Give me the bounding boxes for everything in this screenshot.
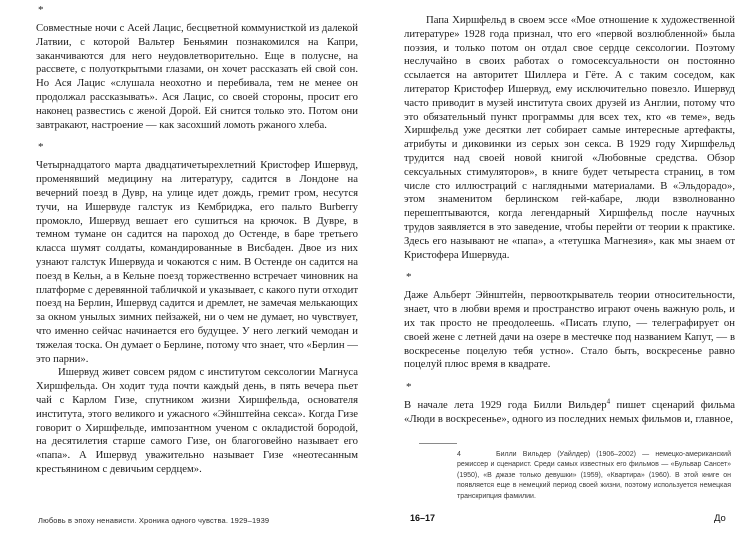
footer-section-label: До — [714, 513, 726, 524]
paragraph — [404, 399, 735, 427]
paragraph: Папа Хиршфельд в своем эссе «Мое отношение к художественной литературе» 1928 года признал, что его «первой возлюбленной» была поэзия, и только потом он отдал свое сердце сексологии. Поэтому неслучайно в своих работах о гомосексуальности он постоянно ссылается на авторитет Шиллера и Гёте. А с таким соседом, как литератор Кристофер Ишервуд, ему исключительно повезло. Ишервуд часто приводит в музей института своих друзей из Англии, потому что это обязательный пункт программы для всех тех, кто «в теме», ведь Хиршфельд уже десятки лет собирает самые интересные артефакты, атрибуты и диковинки из серых зон секса. В 1929 году Хиршфельд трудится над своей новой книгой «Любовные средства. Обзор сексуальных стимуляторов», в книге будет четыреста страниц, в том числе сто иллюстраций с наглядными материалами. В «Эльдорадо», этом знаменитом берлинском гей-кабаре, люди взволнованно перешептываются, когда легендарный Хиршфельд после научных трудов заявляется в это заведение, чтобы перейти от теории к практике. Здесь его называют не «папа», а «тетушка Магнезия», как мы знаем от Кристофера Ишервуда. — [404, 14, 735, 261]
paragraph: Ишервуд живет совсем рядом с институтом сексологии Магнуса Хиршфельда. Он ходит туда почти каждый день, в пять вечера пьет чай с Карлом Гизе, спутником жизни Хиршфельда, основателя института, этого великого и ужасного «Эйнштейна секса». Когда Гизе говорит о Хиршфельде, импозантном ученом с окладистой бородой, на десятилетия старше самого Гизе, он благоговейно называет его «папа». А Ишервуд уважительно называет Гизе «неотесанным крестьянином с девичьим сердцем». — [36, 366, 358, 475]
footnote-text-block — [457, 450, 731, 503]
footnote — [404, 443, 735, 503]
footnote-number: 4 — [457, 450, 461, 458]
paragraph: Четырнадцатого марта двадцатичетырехлетний Кристофер Ишервуд, променявший медицину на литературу, садится в Лондоне на вечерний поезд в Дувр, на улице идет дождь, гремит гром, несутся тучи, на Ишервуде галстук из Кембриджа, его пальто Burberry промокло, Ишервуд вешает его сушиться на крючок. В Дувре, в темном тумане он садится на пароход до Остенде, в баре третьего класса шумят солдаты, командированные в Висбаден. Двое из них узнают галстук Ишервуда и чокаются с ним. В Остенде он садится на поезд в Кельн, а в Кельне поезд торжественно встречает чиновник на платформе с деревянной табличкой и указывает, с какого пути отходит поезд на Берлин, Ишервуд садится и дремлет, не замечая мелькающих за окном унылых зимних пейзажей, ни о чем не думает, но чувствует, что именно сейчас начинается его будущее. У него легкий чемодан и тяжелая тоска. Он думает о Берлине, потому что знает, что «Берлин — это парни». — [36, 159, 358, 365]
section-separator: * — [38, 141, 44, 154]
paragraph-text: В начале лета 1929 года Билли Вильдер — [404, 399, 607, 412]
paragraph: Даже Альберт Эйнштейн, первооткрыватель теории относительности, знает, что в любви время и пространство играют очень важную роль, и их так просто не преодолеешь. «Писать глупо, — телеграфирует он своей жене с летней дачи на озере в местечке под названием Капут, — в воскресенье поцелую тебя устно». Стало быть, воскресенье равно поцелуй плюс время в квадрате. — [404, 289, 735, 371]
footer-page-numbers: 16–17 — [410, 513, 436, 523]
section-separator: * — [406, 381, 412, 394]
footer-book-title: Любовь в эпоху ненависти. Хроника одного чувства. 1929–1939 — [38, 516, 270, 525]
footnote-ref[interactable]: 4 — [606, 397, 611, 406]
section-separator: * — [38, 4, 44, 16]
paragraph: Совместные ночи с Асей Лацис, бесцветной коммунисткой из далекой Латвии, с которой Вальтер Беньямин познакомился на Капри, заканчиваются для него неудовлетворительно. Еще в полусне, на рассвете, с полуоткрытыми глазами, он хочет рассказать ей свой сон. Но Ася Лацис «слушала неохотно и перебивала, тем не менее он продолжал рассказывать». Ася Лацис, со своей стороны, просит его наконец развестись с женой Дорой. Ей снится только это. Потом они завтракают, настроение — как засохший ломоть ржаного хлеба. — [36, 22, 358, 131]
section-separator: * — [406, 271, 412, 284]
footnote-text: Билли Вильдер (Уайлдер) (1906–2002) — немецко-американский режиссер и сценарист. Среди самых известных его фильмов — «Бульвар Сансет» (1950), «В джазе только девушки» (1959), «Квартира» (1960). В этой книге он появляется еще в немецкий период своей жизни, поэтому используется немецкая транскрипция фамилии. — [457, 450, 731, 500]
page-right — [404, 14, 735, 510]
paragraph-text: пишет сценарий фильма «Люди в воскресенье», одного из последних немых фильмов и, главное, — [404, 399, 735, 425]
footnote-rule — [419, 443, 457, 444]
page-left — [36, 2, 358, 510]
